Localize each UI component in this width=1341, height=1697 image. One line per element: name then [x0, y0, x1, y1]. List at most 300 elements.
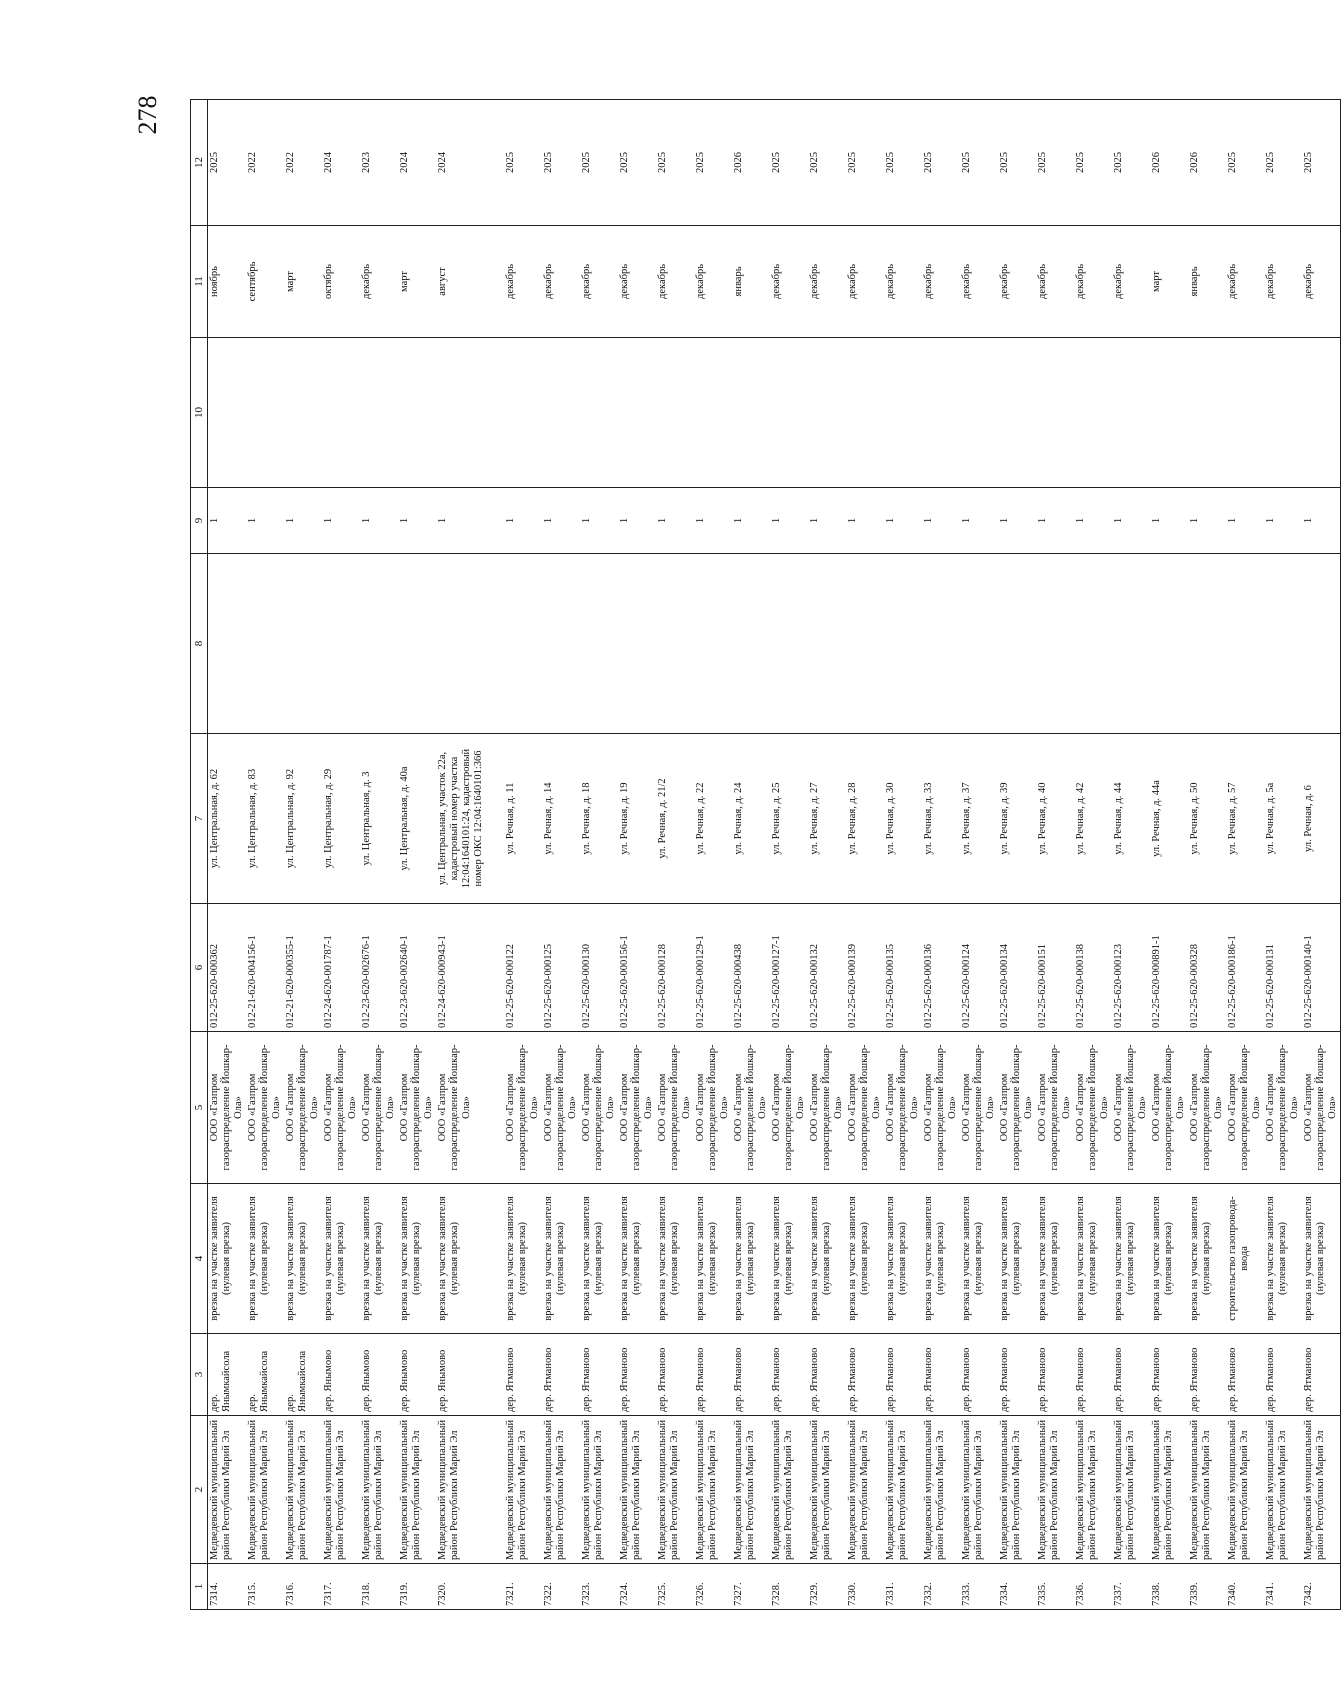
address-cell: ул. Речная, д. 14 — [542, 734, 580, 904]
district-cell: Медведевский муниципальный район Республики Марий Эл — [1188, 1416, 1226, 1564]
work-type-cell: врезка на участке заявителя (нулевая врезка) — [1074, 1184, 1112, 1334]
quantity-cell: 1 — [1188, 488, 1226, 554]
col8-cell — [208, 554, 247, 734]
row-number: 7329. — [808, 1564, 846, 1610]
code-cell: 012-25-620-000438 — [732, 904, 770, 1032]
district-cell: Медведевский муниципальный район Республики Марий Эл — [1074, 1416, 1112, 1564]
table-row — [580, 100, 618, 1610]
district-cell: Медведевский муниципальный район Республики Марий Эл — [808, 1416, 846, 1564]
district-cell: Медведевский муниципальный район Республики Марий Эл — [770, 1416, 808, 1564]
work-type-cell: врезка на участке заявителя (нулевая врезка) — [504, 1184, 542, 1334]
month-cell: декабрь — [808, 226, 846, 338]
month-cell: январь — [1188, 226, 1226, 338]
settlement-cell: дер. Ятманово — [542, 1334, 580, 1416]
row-number: 7340. — [1226, 1564, 1264, 1610]
address-cell: ул. Речная, д. 44 — [1112, 734, 1150, 904]
quantity-cell: 1 — [360, 488, 398, 554]
col10-cell — [322, 338, 360, 488]
column-header-9: 9 — [191, 488, 208, 554]
address-cell: ул. Речная, д. 5а — [1264, 734, 1302, 904]
col8-cell — [1188, 554, 1226, 734]
organization-cell: ООО «Газпром газораспределение Йошкар-Ола» — [1036, 1032, 1074, 1184]
table-row — [694, 100, 732, 1610]
year-cell: 2025 — [1264, 100, 1302, 226]
work-type-cell: врезка на участке заявителя (нулевая врезка) — [1112, 1184, 1150, 1334]
code-cell: 012-25-620-000128 — [656, 904, 694, 1032]
col8-cell — [808, 554, 846, 734]
organization-cell: ООО «Газпром газораспределение Йошкар-Ола» — [1150, 1032, 1188, 1184]
row-number: 7337. — [1112, 1564, 1150, 1610]
col10-cell — [1112, 338, 1150, 488]
gap-cell — [488, 554, 504, 734]
code-cell: 012-25-620-000151 — [1036, 904, 1074, 1032]
year-cell: 2026 — [1188, 100, 1226, 226]
settlement-cell: дер. Янымово — [360, 1334, 398, 1416]
row-number: 7342. — [1302, 1564, 1341, 1610]
column-header-8: 8 — [191, 554, 208, 734]
quantity-cell: 1 — [732, 488, 770, 554]
row-number: 7328. — [770, 1564, 808, 1610]
code-cell: 012-25-620-000139 — [846, 904, 884, 1032]
table-row — [1188, 100, 1226, 1610]
organization-cell: ООО «Газпром газораспределение Йошкар-Ола» — [808, 1032, 846, 1184]
address-cell: ул. Речная, д. 11 — [504, 734, 542, 904]
table-row — [542, 100, 580, 1610]
gap-cell — [488, 904, 504, 1032]
table-row — [998, 100, 1036, 1610]
work-type-cell: врезка на участке заявителя (нулевая врезка) — [1036, 1184, 1074, 1334]
work-type-cell: врезка на участке заявителя (нулевая врезка) — [398, 1184, 436, 1334]
col8-cell — [360, 554, 398, 734]
organization-cell: ООО «Газпром газораспределение Йошкар-Ола» — [656, 1032, 694, 1184]
quantity-cell: 1 — [1226, 488, 1264, 554]
address-cell: ул. Центральная, д. 40а — [398, 734, 436, 904]
code-cell: 012-25-620-000135 — [884, 904, 922, 1032]
gap-cell — [488, 1334, 504, 1416]
address-cell: ул. Речная, д. 40 — [1036, 734, 1074, 904]
work-type-cell: врезка на участке заявителя (нулевая врезка) — [656, 1184, 694, 1334]
row-number: 7339. — [1188, 1564, 1226, 1610]
month-cell: декабрь — [694, 226, 732, 338]
organization-cell: ООО «Газпром газораспределение Йошкар-Ола» — [1302, 1032, 1341, 1184]
year-cell: 2025 — [656, 100, 694, 226]
work-type-cell: врезка на участке заявителя (нулевая врезка) — [808, 1184, 846, 1334]
col8-cell — [322, 554, 360, 734]
year-cell: 2025 — [618, 100, 656, 226]
year-cell: 2022 — [284, 100, 322, 226]
col10-cell — [1264, 338, 1302, 488]
quantity-cell: 1 — [542, 488, 580, 554]
quantity-cell: 1 — [922, 488, 960, 554]
address-cell: ул. Речная, д. 42 — [1074, 734, 1112, 904]
quantity-cell: 1 — [398, 488, 436, 554]
table-row — [360, 100, 398, 1610]
col10-cell — [618, 338, 656, 488]
district-cell: Медведевский муниципальный район Республики Марий Эл — [1150, 1416, 1188, 1564]
data-table — [190, 99, 1341, 1610]
code-cell: 012-25-620-000328 — [1188, 904, 1226, 1032]
month-cell: декабрь — [1226, 226, 1264, 338]
work-type-cell: врезка на участке заявителя (нулевая врезка) — [436, 1184, 488, 1334]
code-cell: 012-25-620-000131 — [1264, 904, 1302, 1032]
organization-cell: ООО «Газпром газораспределение Йошкар-Ола» — [208, 1032, 247, 1184]
table-row — [504, 100, 542, 1610]
address-cell: ул. Речная, д. 37 — [960, 734, 998, 904]
col10-cell — [246, 338, 284, 488]
row-number: 7327. — [732, 1564, 770, 1610]
district-cell: Медведевский муниципальный район Республики Марий Эл — [884, 1416, 922, 1564]
col8-cell — [1150, 554, 1188, 734]
settlement-cell: дер. Ятманово — [922, 1334, 960, 1416]
organization-cell: ООО «Газпром газораспределение Йошкар-Ола» — [1112, 1032, 1150, 1184]
work-type-cell: врезка на участке заявителя (нулевая врезка) — [922, 1184, 960, 1334]
row-number: 7318. — [360, 1564, 398, 1610]
gap-cell — [488, 338, 504, 488]
organization-cell: ООО «Газпром газораспределение Йошкар-Ола» — [398, 1032, 436, 1184]
year-cell: 2026 — [1150, 100, 1188, 226]
address-cell: ул. Речная, д. 19 — [618, 734, 656, 904]
month-cell: декабрь — [1264, 226, 1302, 338]
col8-cell — [770, 554, 808, 734]
month-cell: декабрь — [580, 226, 618, 338]
year-cell: 2025 — [542, 100, 580, 226]
gap-cell — [488, 1032, 504, 1184]
settlement-cell: дер. Янымкайсола — [208, 1334, 247, 1416]
code-cell: 012-25-620-000186-1 — [1226, 904, 1264, 1032]
work-type-cell: врезка на участке заявителя (нулевая врезка) — [732, 1184, 770, 1334]
code-cell: 012-25-620-000138 — [1074, 904, 1112, 1032]
table-row — [1150, 100, 1188, 1610]
address-cell: ул. Речная, д. 30 — [884, 734, 922, 904]
address-cell: ул. Речная, д. 33 — [922, 734, 960, 904]
table-row — [884, 100, 922, 1610]
quantity-cell: 1 — [770, 488, 808, 554]
organization-cell: ООО «Газпром газораспределение Йошкар-Ола» — [998, 1032, 1036, 1184]
district-cell: Медведевский муниципальный район Республики Марий Эл — [1226, 1416, 1264, 1564]
year-cell: 2023 — [360, 100, 398, 226]
code-cell: 012-21-620-000355-1 — [284, 904, 322, 1032]
column-header-12: 12 — [191, 100, 208, 226]
month-cell: декабрь — [884, 226, 922, 338]
column-header-3: 3 — [191, 1334, 208, 1416]
column-header-10: 10 — [191, 338, 208, 488]
row-number: 7325. — [656, 1564, 694, 1610]
year-cell: 2025 — [884, 100, 922, 226]
organization-cell: ООО «Газпром газораспределение Йошкар-Ола» — [1264, 1032, 1302, 1184]
table-row — [1302, 100, 1341, 1610]
settlement-cell: дер. Ятманово — [960, 1334, 998, 1416]
col8-cell — [922, 554, 960, 734]
work-type-cell: врезка на участке заявителя (нулевая врезка) — [542, 1184, 580, 1334]
gap-cell — [488, 488, 504, 554]
column-header-7: 7 — [191, 734, 208, 904]
month-cell: март — [1150, 226, 1188, 338]
code-cell: 012-25-620-000132 — [808, 904, 846, 1032]
row-number: 7317. — [322, 1564, 360, 1610]
table-row — [922, 100, 960, 1610]
district-cell: Медведевский муниципальный район Республики Марий Эл — [580, 1416, 618, 1564]
table-row — [1112, 100, 1150, 1610]
row-number: 7338. — [1150, 1564, 1188, 1610]
month-cell: декабрь — [960, 226, 998, 338]
year-cell: 2025 — [922, 100, 960, 226]
col8-cell — [732, 554, 770, 734]
month-cell: декабрь — [542, 226, 580, 338]
row-number: 7332. — [922, 1564, 960, 1610]
year-cell: 2025 — [808, 100, 846, 226]
col8-cell — [884, 554, 922, 734]
month-cell: декабрь — [846, 226, 884, 338]
address-cell: ул. Речная, д. 6 — [1302, 734, 1341, 904]
settlement-cell: дер. Ятманово — [770, 1334, 808, 1416]
col10-cell — [436, 338, 488, 488]
quantity-cell: 1 — [998, 488, 1036, 554]
settlement-cell: дер. Янымово — [436, 1334, 488, 1416]
year-cell: 2025 — [846, 100, 884, 226]
quantity-cell: 1 — [808, 488, 846, 554]
code-cell: 012-23-620-002640-1 — [398, 904, 436, 1032]
table-row — [284, 100, 322, 1610]
code-cell: 012-25-620-000125 — [542, 904, 580, 1032]
district-cell: Медведевский муниципальный район Республики Марий Эл — [618, 1416, 656, 1564]
code-cell: 012-23-620-002676-1 — [360, 904, 398, 1032]
col8-cell — [246, 554, 284, 734]
year-cell: 2025 — [770, 100, 808, 226]
address-cell: ул. Речная, д. 39 — [998, 734, 1036, 904]
col10-cell — [542, 338, 580, 488]
settlement-cell: дер. Янымкайсола — [246, 1334, 284, 1416]
quantity-cell: 1 — [1264, 488, 1302, 554]
settlement-cell: дер. Ятманово — [732, 1334, 770, 1416]
col8-cell — [542, 554, 580, 734]
year-cell: 2025 — [998, 100, 1036, 226]
year-cell: 2025 — [208, 100, 247, 226]
month-cell: март — [284, 226, 322, 338]
code-cell: 012-25-620-000129-1 — [694, 904, 732, 1032]
month-cell: январь — [732, 226, 770, 338]
code-cell: 012-25-620-000124 — [960, 904, 998, 1032]
work-type-cell: строительство газопровода-ввода — [1226, 1184, 1264, 1334]
work-type-cell: врезка на участке заявителя (нулевая врезка) — [1150, 1184, 1188, 1334]
organization-cell: ООО «Газпром газораспределение Йошкар-Ола» — [580, 1032, 618, 1184]
table-row — [246, 100, 284, 1610]
col10-cell — [1188, 338, 1226, 488]
district-cell: Медведевский муниципальный район Республики Марий Эл — [998, 1416, 1036, 1564]
year-cell: 2025 — [1302, 100, 1341, 226]
settlement-cell: дер. Ятманово — [1036, 1334, 1074, 1416]
quantity-cell: 1 — [504, 488, 542, 554]
row-number: 7323. — [580, 1564, 618, 1610]
address-cell: ул. Речная, д. 27 — [808, 734, 846, 904]
col8-cell — [398, 554, 436, 734]
gap-cell — [488, 1416, 504, 1564]
work-type-cell: врезка на участке заявителя (нулевая врезка) — [580, 1184, 618, 1334]
table-row — [322, 100, 360, 1610]
district-cell: Медведевский муниципальный район Республики Марий Эл — [1036, 1416, 1074, 1564]
column-header-5: 5 — [191, 1032, 208, 1184]
organization-cell: ООО «Газпром газораспределение Йошкар-Ола» — [360, 1032, 398, 1184]
month-cell: сентябрь — [246, 226, 284, 338]
row-number: 7326. — [694, 1564, 732, 1610]
row-number: 7333. — [960, 1564, 998, 1610]
col10-cell — [732, 338, 770, 488]
month-cell: октябрь — [322, 226, 360, 338]
settlement-cell: дер. Ятманово — [884, 1334, 922, 1416]
row-number: 7331. — [884, 1564, 922, 1610]
col10-cell — [846, 338, 884, 488]
month-cell: декабрь — [1074, 226, 1112, 338]
work-type-cell: врезка на участке заявителя (нулевая врезка) — [1264, 1184, 1302, 1334]
organization-cell: ООО «Газпром газораспределение Йошкар-Ола» — [542, 1032, 580, 1184]
code-cell: 012-25-620-000136 — [922, 904, 960, 1032]
col8-cell — [1264, 554, 1302, 734]
quantity-cell: 1 — [846, 488, 884, 554]
quantity-cell: 1 — [1302, 488, 1341, 554]
code-cell: 012-25-620-000140-1 — [1302, 904, 1341, 1032]
year-cell: 2025 — [580, 100, 618, 226]
settlement-cell: дер. Ятманово — [504, 1334, 542, 1416]
col10-cell — [656, 338, 694, 488]
row-number: 7324. — [618, 1564, 656, 1610]
table-row — [398, 100, 436, 1610]
address-cell: ул. Речная, д. 57 — [1226, 734, 1264, 904]
col8-cell — [656, 554, 694, 734]
organization-cell: ООО «Газпром газораспределение Йошкар-Ола» — [322, 1032, 360, 1184]
table-row — [1264, 100, 1302, 1610]
table-row — [960, 100, 998, 1610]
col10-cell — [208, 338, 247, 488]
header-row — [191, 100, 208, 1610]
table-row — [1074, 100, 1112, 1610]
district-cell: Медведевский муниципальный район Республики Марий Эл — [398, 1416, 436, 1564]
organization-cell: ООО «Газпром газораспределение Йошкар-Ола» — [1074, 1032, 1112, 1184]
row-number: 7334. — [998, 1564, 1036, 1610]
organization-cell: ООО «Газпром газораспределение Йошкар-Ола» — [618, 1032, 656, 1184]
table-row — [732, 100, 770, 1610]
table-row — [618, 100, 656, 1610]
month-cell: декабрь — [618, 226, 656, 338]
row-number: 7335. — [1036, 1564, 1074, 1610]
year-cell: 2026 — [732, 100, 770, 226]
table-row — [808, 100, 846, 1610]
row-gap — [488, 100, 504, 1610]
settlement-cell: дер. Ятманово — [1112, 1334, 1150, 1416]
address-cell: ул. Речная, д. 50 — [1188, 734, 1226, 904]
address-cell: ул. Речная, д. 18 — [580, 734, 618, 904]
row-number: 7319. — [398, 1564, 436, 1610]
page-number: 278 — [133, 95, 162, 135]
code-cell: 012-25-620-000156-1 — [618, 904, 656, 1032]
column-header-6: 6 — [191, 904, 208, 1032]
col8-cell — [1112, 554, 1150, 734]
month-cell: март — [398, 226, 436, 338]
settlement-cell: дер. Ятманово — [846, 1334, 884, 1416]
table-body — [208, 100, 1341, 1610]
quantity-cell: 1 — [656, 488, 694, 554]
col10-cell — [770, 338, 808, 488]
quantity-cell: 1 — [284, 488, 322, 554]
col10-cell — [694, 338, 732, 488]
table-row — [208, 100, 247, 1610]
col10-cell — [1302, 338, 1341, 488]
district-cell: Медведевский муниципальный район Республики Марий Эл — [694, 1416, 732, 1564]
row-number: 7341. — [1264, 1564, 1302, 1610]
code-cell: 012-25-620-000362 — [208, 904, 247, 1032]
col8-cell — [436, 554, 488, 734]
col8-cell — [846, 554, 884, 734]
settlement-cell: дер. Ятманово — [1150, 1334, 1188, 1416]
address-cell: ул. Речная, д. 28 — [846, 734, 884, 904]
year-cell: 2025 — [1226, 100, 1264, 226]
organization-cell: ООО «Газпром газораспределение Йошкар-Ола» — [922, 1032, 960, 1184]
col10-cell — [504, 338, 542, 488]
organization-cell: ООО «Газпром газораспределение Йошкар-Ола» — [732, 1032, 770, 1184]
work-type-cell: врезка на участке заявителя (нулевая врезка) — [208, 1184, 247, 1334]
column-header-11: 11 — [191, 226, 208, 338]
col8-cell — [1036, 554, 1074, 734]
quantity-cell: 1 — [694, 488, 732, 554]
gap-cell — [488, 1564, 504, 1610]
address-cell: ул. Центральная, д. 29 — [322, 734, 360, 904]
col8-cell — [504, 554, 542, 734]
quantity-cell: 1 — [1150, 488, 1188, 554]
work-type-cell: врезка на участке заявителя (нулевая врезка) — [618, 1184, 656, 1334]
settlement-cell: дер. Янымкайсола — [284, 1334, 322, 1416]
quantity-cell: 1 — [208, 488, 247, 554]
quantity-cell: 1 — [322, 488, 360, 554]
organization-cell: ООО «Газпром газораспределение Йошкар-Ола» — [1188, 1032, 1226, 1184]
table-row — [846, 100, 884, 1610]
work-type-cell: врезка на участке заявителя (нулевая врезка) — [694, 1184, 732, 1334]
gap-cell — [488, 226, 504, 338]
settlement-cell: дер. Ятманово — [998, 1334, 1036, 1416]
year-cell: 2025 — [694, 100, 732, 226]
code-cell: 012-25-620-000130 — [580, 904, 618, 1032]
district-cell: Медведевский муниципальный район Республики Марий Эл — [246, 1416, 284, 1564]
district-cell: Медведевский муниципальный район Республики Марий Эл — [1112, 1416, 1150, 1564]
work-type-cell: врезка на участке заявителя (нулевая врезка) — [322, 1184, 360, 1334]
quantity-cell: 1 — [1036, 488, 1074, 554]
row-number: 7336. — [1074, 1564, 1112, 1610]
quantity-cell: 1 — [436, 488, 488, 554]
district-cell: Медведевский муниципальный район Республики Марий Эл — [208, 1416, 247, 1564]
year-cell: 2022 — [246, 100, 284, 226]
organization-cell: ООО «Газпром газораспределение Йошкар-Ола» — [884, 1032, 922, 1184]
address-cell: ул. Центральная, участок 22а, кадастровый номер участка 12:04:1640101:24, кадастровый номер ОКС 12:04:1640101:366 — [436, 734, 488, 904]
row-number: 7316. — [284, 1564, 322, 1610]
organization-cell: ООО «Газпром газораспределение Йошкар-Ола» — [1226, 1032, 1264, 1184]
row-number: 7315. — [246, 1564, 284, 1610]
quantity-cell: 1 — [580, 488, 618, 554]
settlement-cell: дер. Янымово — [398, 1334, 436, 1416]
month-cell: декабрь — [360, 226, 398, 338]
col8-cell — [580, 554, 618, 734]
work-type-cell: врезка на участке заявителя (нулевая врезка) — [1302, 1184, 1341, 1334]
row-number: 7330. — [846, 1564, 884, 1610]
col10-cell — [1074, 338, 1112, 488]
quantity-cell: 1 — [884, 488, 922, 554]
col10-cell — [1036, 338, 1074, 488]
year-cell: 2024 — [322, 100, 360, 226]
year-cell: 2025 — [504, 100, 542, 226]
quantity-cell: 1 — [1112, 488, 1150, 554]
row-number: 7314. — [208, 1564, 247, 1610]
address-cell: ул. Центральная, д. 92 — [284, 734, 322, 904]
col10-cell — [360, 338, 398, 488]
settlement-cell: дер. Ятманово — [1226, 1334, 1264, 1416]
col8-cell — [998, 554, 1036, 734]
month-cell: декабрь — [1112, 226, 1150, 338]
